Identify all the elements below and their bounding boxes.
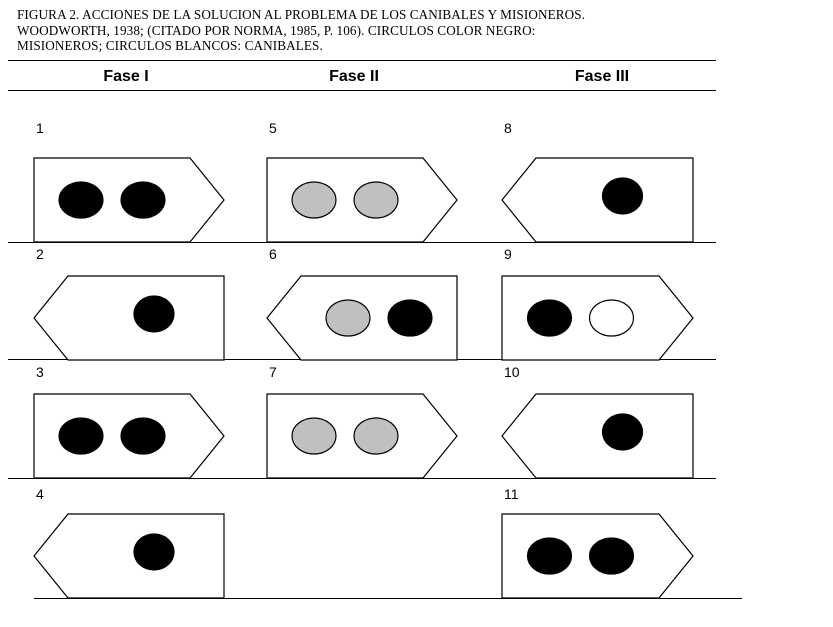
missionary-circle bbox=[121, 418, 165, 454]
boat-shape-left bbox=[502, 158, 693, 242]
missionary-circle bbox=[590, 538, 634, 574]
cannibal-circle bbox=[354, 182, 398, 218]
cannibal-circle bbox=[326, 300, 370, 336]
step-number: 3 bbox=[36, 364, 44, 380]
boat-shape-left bbox=[34, 276, 224, 360]
boat-shape-left bbox=[502, 394, 693, 478]
missionary-circle bbox=[59, 418, 103, 454]
cannibal-circle bbox=[292, 182, 336, 218]
missionary-circle bbox=[528, 300, 572, 336]
missionary-circle bbox=[59, 182, 103, 218]
step-number: 8 bbox=[504, 120, 512, 136]
cannibal-circle bbox=[354, 418, 398, 454]
step-number: 10 bbox=[504, 364, 520, 380]
step-number: 7 bbox=[269, 364, 277, 380]
step-number: 6 bbox=[269, 246, 277, 262]
cannibal-circle bbox=[292, 418, 336, 454]
step-number: 5 bbox=[269, 120, 277, 136]
caption-line-2: WOODWORTH, 1938; (CITADO POR NORMA, 1985, P. 106). CIRCULOS COLOR NEGRO: bbox=[17, 22, 536, 38]
cannibal-circle bbox=[590, 300, 634, 336]
boat-shape-left bbox=[34, 514, 224, 598]
step-number: 1 bbox=[36, 120, 44, 136]
caption-line-1: FIGURA 2. ACCIONES DE LA SOLUCION AL PROBLEMA DE LOS CANIBALES Y MISIONEROS. bbox=[17, 7, 586, 22]
phase-1-heading: Fase I bbox=[103, 68, 149, 85]
missionary-circle bbox=[388, 300, 432, 336]
step-number: 9 bbox=[504, 246, 512, 262]
missionary-circle bbox=[528, 538, 572, 574]
missionary-circle bbox=[121, 182, 165, 218]
missionary-circle bbox=[603, 414, 643, 450]
step-number: 4 bbox=[36, 486, 44, 502]
missionary-circle bbox=[603, 178, 643, 214]
step-number: 2 bbox=[36, 246, 44, 262]
step-number: 11 bbox=[504, 486, 519, 502]
phase-2-heading: Fase II bbox=[329, 68, 379, 85]
phase-3-heading: Fase III bbox=[574, 68, 630, 85]
missionary-circle bbox=[134, 534, 174, 570]
caption-line-3: MISIONEROS; CIRCULOS BLANCOS: CANIBALES. bbox=[17, 38, 323, 53]
missionary-circle bbox=[134, 296, 174, 332]
